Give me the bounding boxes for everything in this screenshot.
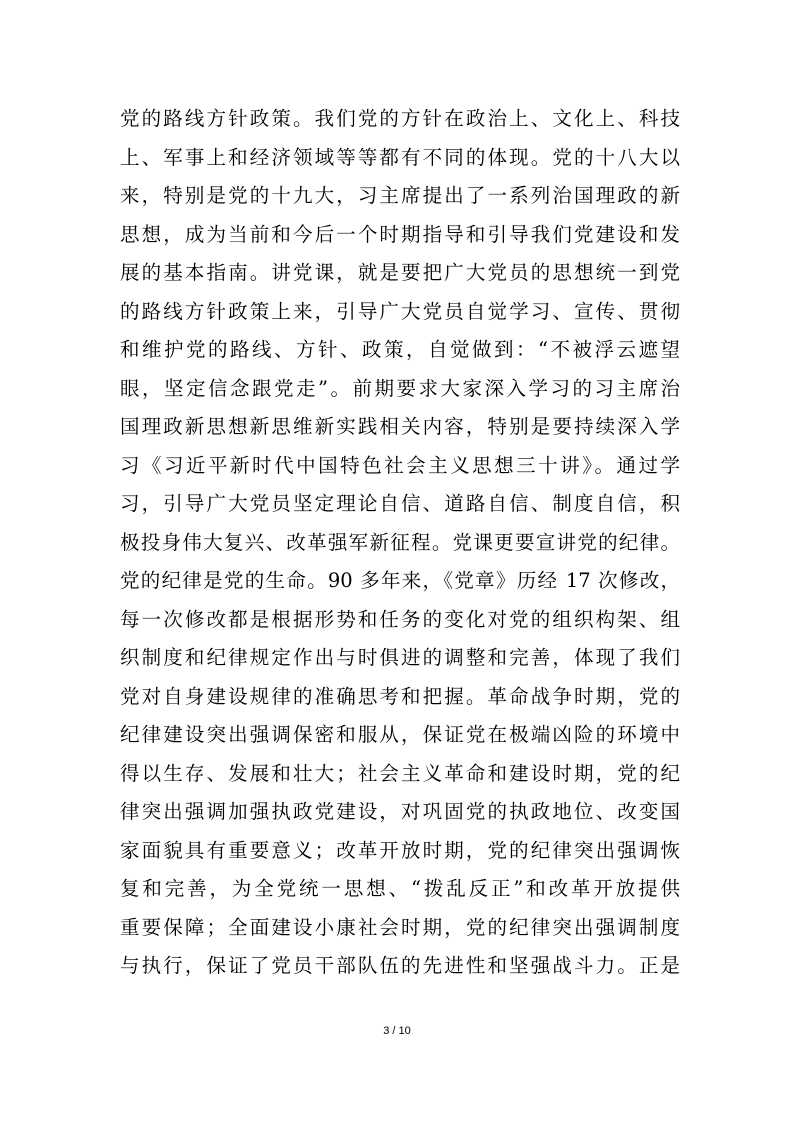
text-line: 和维护党的路线、方针、政策，自觉做到：“不被浮云遮望 [120,338,680,361]
text-line: 国理政新思想新思维新实践相关内容，特别是要持续深入学 [120,415,680,438]
text-line: 习，引导广大党员坚定理论自信、道路自信、制度自信，积 [120,492,680,515]
text-line: 家面貌具有重要意义；改革开放时期，党的纪律突出强调恢 [120,838,680,862]
text-line: 织制度和纪律规定作出与时俱进的调整和完善，体现了我们 [120,646,680,669]
text-line: 得以生存、发展和壮大；社会主义革命和建设时期，党的纪 [120,761,680,785]
text-line: 与执行，保证了党员干部队伍的先进性和坚强战斗力。正是 [120,954,680,977]
text-line: 上、军事上和经济领域等等都有不同的体现。党的十八大以 [120,145,680,169]
page-number: 3 / 10 [383,1025,411,1037]
text-line: 习《习近平新时代中国特色社会主义思想三十讲》。通过学 [120,453,680,477]
text-line: 纪律建设突出强调保密和服从，保证党在极端凶险的环境中 [120,723,680,746]
text-line: 来，特别是党的十九大，习主席提出了一系列治国理政的新 [120,184,680,207]
text-line: 律突出强调加强执政党建设，对巩固党的执政地位、改变国 [120,800,680,823]
text-line: 党对自身建设规律的准确思考和把握。革命战争时期，党的 [120,684,680,708]
text-line: 的路线方针政策上来，引导广大党员自觉学习、宣传、贯彻 [120,299,680,323]
text-line: 每一次修改都是根据形势和任务的变化对党的组织构架、组 [120,607,680,631]
body-text [120,100,680,986]
text-line: 展的基本指南。讲党课，就是要把广大党员的思想统一到党 [120,261,680,284]
text-line: 党的纪律是党的生命。90 多年来，《党章》历经 17 次修改， [120,569,680,592]
text-line: 极投身伟大复兴、改革强军新征程。党课更要宣讲党的纪律。 [120,530,680,554]
text-line: 眼，坚定信念跟党走”。前期要求大家深入学习的习主席治 [120,376,680,400]
text-line: 重要保障；全面建设小康社会时期，党的纪律突出强调制度 [120,915,680,939]
text-line: 党的路线方针政策。我们党的方针在政治上、文化上、科技 [120,107,680,130]
text-line: 思想，成为当前和今后一个时期指导和引导我们党建设和发 [120,222,680,246]
text-line: 复和完善，为全党统一思想、“拨乱反正”和改革开放提供 [120,877,680,900]
